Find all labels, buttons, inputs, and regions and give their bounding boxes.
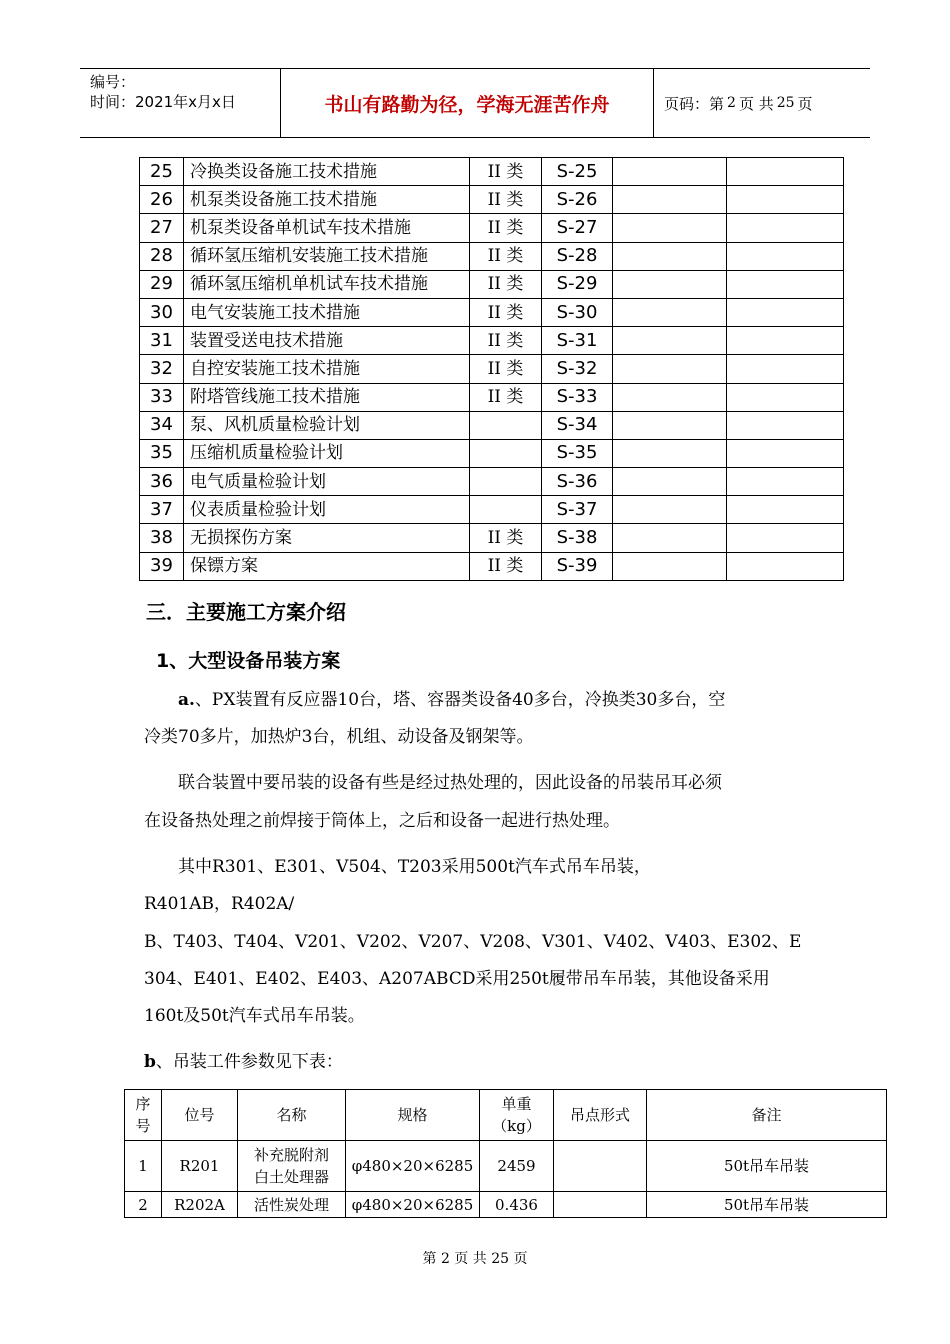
row-code: S-37	[542, 496, 613, 524]
para-b-text: 、吊装工件参数见下表：	[155, 1052, 343, 1072]
table-row	[140, 496, 844, 524]
row-code: S-30	[542, 298, 613, 326]
col-header-pos: 位号	[162, 1090, 238, 1141]
row-code: S-29	[542, 270, 613, 298]
row-extra-1	[613, 298, 727, 326]
cell-seq: 1	[125, 1141, 162, 1192]
row-class: II 类	[470, 298, 542, 326]
para-b	[144, 1047, 343, 1072]
row-extra-2	[727, 214, 844, 242]
row-extra-2	[727, 524, 844, 552]
row-name: 装置受送电技术措施	[184, 327, 470, 355]
row-extra-1	[613, 214, 727, 242]
row-extra-1	[613, 552, 727, 580]
cell-seq: 2	[125, 1192, 162, 1218]
header-page-info	[654, 69, 870, 137]
para-b-label: b	[144, 1052, 156, 1072]
col-header-name: 名称	[238, 1090, 346, 1141]
table-row	[140, 383, 844, 411]
cell-hoist	[554, 1192, 647, 1218]
cell-hoist	[554, 1141, 647, 1192]
row-name: 无损探伤方案	[184, 524, 470, 552]
row-extra-2	[727, 383, 844, 411]
cell-spec: φ480×20×6285	[346, 1141, 480, 1192]
row-code: S-35	[542, 439, 613, 467]
row-class: II 类	[470, 524, 542, 552]
row-extra-2	[727, 439, 844, 467]
row-number: 26	[140, 186, 184, 214]
row-extra-2	[727, 242, 844, 270]
table-row	[140, 468, 844, 496]
para-3-line5: 160t及50t汽车式吊车吊装。	[144, 1006, 365, 1026]
row-code: S-39	[542, 552, 613, 580]
row-code: S-28	[542, 242, 613, 270]
header-page-suffix: 页	[797, 94, 813, 113]
cell-pos: R202A	[162, 1192, 238, 1218]
para-a-text: 、PX装置有反应器10台，塔、容器类设备40多台，冷换类30多台，空	[194, 690, 726, 710]
row-extra-1	[613, 355, 727, 383]
row-name: 仪表质量检验计划	[184, 496, 470, 524]
row-class	[470, 468, 542, 496]
cell-weight: 2459	[480, 1141, 554, 1192]
table-row	[140, 524, 844, 552]
row-class	[470, 439, 542, 467]
subsection-heading-1: 1、大型设备吊装方案	[156, 650, 341, 672]
row-name: 压缩机质量检验计划	[184, 439, 470, 467]
table-row	[140, 552, 844, 580]
col-header-weight: 单重 （kg）	[480, 1090, 554, 1141]
row-number: 32	[140, 355, 184, 383]
row-extra-2	[727, 355, 844, 383]
row-class: II 类	[470, 327, 542, 355]
row-number: 36	[140, 468, 184, 496]
row-extra-1	[613, 468, 727, 496]
row-extra-2	[727, 496, 844, 524]
row-name: 电气安装施工技术措施	[184, 298, 470, 326]
table-row	[140, 298, 844, 326]
row-extra-1	[613, 158, 727, 186]
para-3-line1: 其中R301、E301、V504、T203采用500t汽车式吊车吊装，	[178, 857, 651, 877]
row-name: 保镖方案	[184, 552, 470, 580]
row-number: 29	[140, 270, 184, 298]
row-class: II 类	[470, 158, 542, 186]
page-footer: 第 2 页 共 25 页	[422, 1251, 528, 1267]
row-number: 33	[140, 383, 184, 411]
row-extra-1	[613, 524, 727, 552]
table-row	[140, 327, 844, 355]
row-class: II 类	[470, 270, 542, 298]
row-extra-1	[613, 186, 727, 214]
row-extra-2	[727, 270, 844, 298]
row-class: II 类	[470, 383, 542, 411]
table-row	[140, 214, 844, 242]
table-row	[140, 355, 844, 383]
row-extra-1	[613, 411, 727, 439]
header-page-current: 2	[727, 95, 736, 111]
table-row	[140, 158, 844, 186]
cell-remark: 50t吊车吊装	[647, 1192, 887, 1218]
para-a-line2: 冷类70多片，加热炉3台，机组、动设备及钢架等。	[144, 727, 534, 747]
header-page-middle: 页 共	[738, 94, 774, 113]
row-class	[470, 496, 542, 524]
row-name: 机泵类设备单机试车技术措施	[184, 214, 470, 242]
row-class: II 类	[470, 214, 542, 242]
row-code: S-36	[542, 468, 613, 496]
row-extra-2	[727, 158, 844, 186]
hoisting-table-header	[125, 1090, 887, 1141]
row-extra-1	[613, 327, 727, 355]
para-3-line2: R401AB，R402A/	[144, 894, 295, 914]
col-header-remark: 备注	[647, 1090, 887, 1141]
table-row	[125, 1141, 887, 1192]
row-number: 35	[140, 439, 184, 467]
row-code: S-34	[542, 411, 613, 439]
row-extra-2	[727, 552, 844, 580]
row-class: II 类	[470, 355, 542, 383]
row-class	[470, 411, 542, 439]
measures-table-body	[140, 158, 844, 581]
row-extra-2	[727, 327, 844, 355]
col-header-seq: 序 号	[125, 1090, 162, 1141]
para-2-line1: 联合装置中要吊装的设备有些是经过热处理的，因此设备的吊装吊耳必须	[178, 773, 722, 793]
row-class: II 类	[470, 552, 542, 580]
hoisting-table	[124, 1089, 887, 1218]
row-extra-1	[613, 496, 727, 524]
table-row	[140, 270, 844, 298]
col-header-spec: 规格	[346, 1090, 480, 1141]
row-number: 38	[140, 524, 184, 552]
row-code: S-33	[542, 383, 613, 411]
table-row	[140, 439, 844, 467]
row-code: S-38	[542, 524, 613, 552]
section-heading-3: 三．主要施工方案介绍	[146, 600, 346, 624]
row-name: 附塔管线施工技术措施	[184, 383, 470, 411]
row-class: II 类	[470, 186, 542, 214]
table-row	[140, 242, 844, 270]
row-number: 27	[140, 214, 184, 242]
row-name: 自控安装施工技术措施	[184, 355, 470, 383]
row-name: 电气质量检验计划	[184, 468, 470, 496]
row-name: 泵、风机质量检验计划	[184, 411, 470, 439]
row-code: S-31	[542, 327, 613, 355]
row-number: 37	[140, 496, 184, 524]
row-name: 冷换类设备施工技术措施	[184, 158, 470, 186]
cell-spec: φ480×20×6285	[346, 1192, 480, 1218]
table-row	[125, 1192, 887, 1218]
row-code: S-25	[542, 158, 613, 186]
row-extra-2	[727, 411, 844, 439]
header-motto: 书山有路勤为径，学海无涯苦作舟	[281, 69, 654, 137]
header-meta	[80, 69, 281, 137]
row-extra-2	[727, 298, 844, 326]
row-number: 34	[140, 411, 184, 439]
row-number: 30	[140, 298, 184, 326]
row-extra-1	[613, 383, 727, 411]
row-extra-1	[613, 270, 727, 298]
table-row	[140, 411, 844, 439]
table-row	[140, 186, 844, 214]
row-extra-2	[727, 468, 844, 496]
header-code: 编号：	[90, 73, 136, 91]
hoisting-table-body	[125, 1141, 887, 1218]
row-code: S-26	[542, 186, 613, 214]
row-number: 31	[140, 327, 184, 355]
row-extra-2	[727, 186, 844, 214]
header-date: 时间：2021年x月x日	[90, 93, 236, 111]
page-header	[80, 68, 870, 138]
header-page-total: 25	[776, 95, 795, 111]
header-page-prefix: 页码：第	[664, 94, 725, 113]
para-3-line4: 304、E401、E402、E403、A207ABCD采用250t履带吊车吊装，其他设备采用	[144, 969, 770, 989]
row-name: 循环氢压缩机单机试车技术措施	[184, 270, 470, 298]
row-code: S-27	[542, 214, 613, 242]
cell-pos: R201	[162, 1141, 238, 1192]
row-extra-1	[613, 242, 727, 270]
row-extra-1	[613, 439, 727, 467]
row-number: 39	[140, 552, 184, 580]
row-code: S-32	[542, 355, 613, 383]
para-2-line2: 在设备热处理之前焊接于筒体上，之后和设备一起进行热处理。	[144, 811, 620, 831]
para-3-line3: B、T403、T404、V201、V202、V207、V208、V301、V402、V403、E302、E	[144, 932, 802, 952]
row-number: 25	[140, 158, 184, 186]
para-a-line1	[178, 685, 725, 710]
cell-name: 活性炭处理	[238, 1192, 346, 1218]
cell-weight: 0.436	[480, 1192, 554, 1218]
para-a-label: a.	[178, 690, 195, 710]
row-class: II 类	[470, 242, 542, 270]
col-header-hoist: 吊点形式	[554, 1090, 647, 1141]
row-number: 28	[140, 242, 184, 270]
cell-name: 补充脱附剂 白土处理器	[238, 1141, 346, 1192]
measures-table	[139, 157, 844, 581]
cell-remark: 50t吊车吊装	[647, 1141, 887, 1192]
row-name: 机泵类设备施工技术措施	[184, 186, 470, 214]
row-name: 循环氢压缩机安装施工技术措施	[184, 242, 470, 270]
